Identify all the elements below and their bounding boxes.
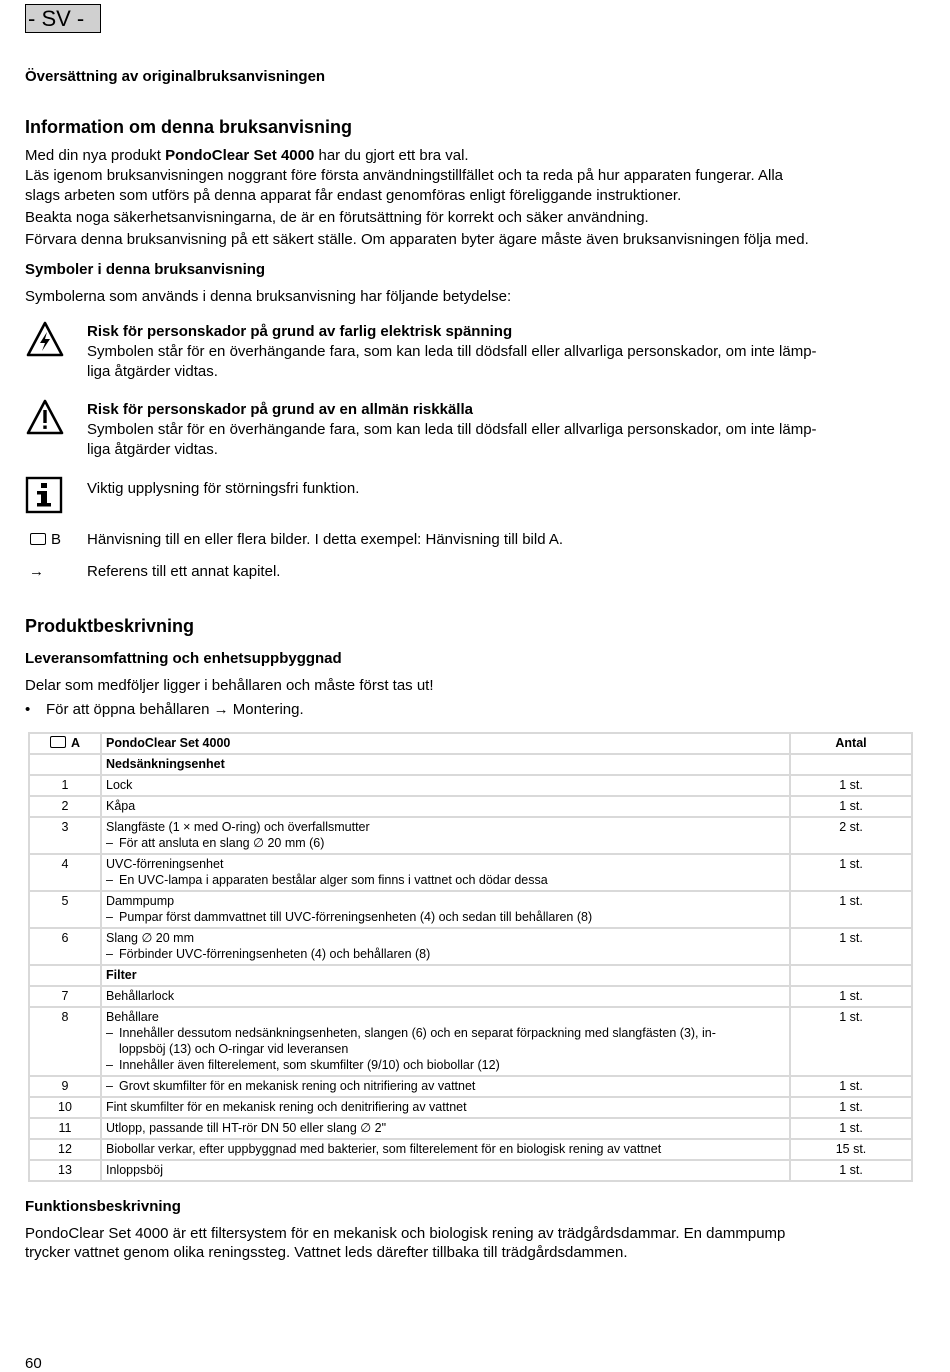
part-description bbox=[101, 928, 790, 965]
table-row bbox=[29, 796, 912, 817]
part-description bbox=[101, 891, 790, 928]
part-qty: 1 st. bbox=[790, 1076, 912, 1097]
bild-text: Hänvisning till en eller flera bilder. I detta exempel: Hänvisning till bild A. bbox=[87, 531, 564, 548]
part-qty: 1 st. bbox=[790, 775, 912, 796]
part-qty: 1 st. bbox=[790, 891, 912, 928]
function-text-l1: PondoClear Set 4000 är ett filtersystem för en mekanisk och biologisk rening av trädgårdsdammar. En dammpump bbox=[25, 1225, 786, 1242]
part-name: Behållarlock bbox=[106, 989, 175, 1003]
part-number: 1 bbox=[29, 775, 101, 796]
part-description bbox=[101, 986, 790, 1007]
arrow-right-icon: → bbox=[29, 563, 44, 580]
part-description bbox=[101, 1097, 790, 1118]
product-subheading: Leveransomfattning och enhetsuppbyggnad bbox=[25, 650, 342, 667]
header-bild: A bbox=[29, 733, 101, 754]
part-detail: – Pumpar först dammvattnet till UVC-förreningsenheten (4) och sedan till behållaren (8) bbox=[106, 909, 785, 925]
part-number: 12 bbox=[29, 1139, 101, 1160]
general-text-l1: Symbolen står för en överhängande fara, som kan leda till dödsfall eller allvarliga personskador, om inte lämp- bbox=[87, 421, 817, 438]
bullet-icon: • bbox=[25, 701, 31, 718]
function-heading: Funktionsbeskrivning bbox=[25, 1198, 181, 1215]
function-text-l2: trycker vattnet genom olika reningssteg. Vattnet leds därefter tillbaka till trädgårdsdammen. bbox=[25, 1244, 628, 1261]
part-number: 7 bbox=[29, 986, 101, 1007]
part-name: Kåpa bbox=[106, 799, 136, 813]
table-group-row bbox=[29, 754, 912, 775]
part-number: 2 bbox=[29, 796, 101, 817]
table-row bbox=[29, 1076, 912, 1097]
info-icon bbox=[25, 476, 63, 514]
group-label: Filter bbox=[101, 965, 790, 986]
ref-text: Referens till ett annat kapitel. bbox=[87, 563, 281, 580]
general-hazard-icon bbox=[25, 398, 65, 436]
table-row bbox=[29, 1007, 912, 1076]
part-description bbox=[101, 854, 790, 891]
table-row bbox=[29, 1118, 912, 1139]
part-name: Dammpump bbox=[106, 894, 175, 908]
part-number: 5 bbox=[29, 891, 101, 928]
info-para4: Förvara denna bruksanvisning på ett säkert ställe. Om apparaten byter ägare måste även bruksanvisningen följa med. bbox=[25, 231, 809, 248]
part-name: Slang ∅ 20 mm bbox=[106, 931, 195, 945]
part-qty: 1 st. bbox=[790, 928, 912, 965]
arrow-right-icon: → bbox=[213, 701, 229, 718]
part-number: 13 bbox=[29, 1160, 101, 1181]
table-group-row bbox=[29, 965, 912, 986]
electric-title: Risk för personskador på grund av farlig elektrisk spänning bbox=[87, 323, 513, 340]
part-name: Behållare bbox=[106, 1010, 159, 1024]
part-name: Lock bbox=[106, 778, 133, 792]
part-description bbox=[101, 775, 790, 796]
part-detail: – Innehåller dessutom nedsänkningsenheten, slangen (6) och en separat förpackning med slangfästen (3), in- bbox=[106, 1025, 785, 1041]
product-bullet: • För att öppna behållaren → Montering. bbox=[25, 701, 304, 718]
part-name: Biobollar verkar, efter uppbyggnad med bakterier, som filterelement för en biologisk rening av vattnet bbox=[106, 1142, 662, 1156]
part-number: 3 bbox=[29, 817, 101, 854]
page-number: 60 bbox=[25, 1355, 42, 1372]
electric-hazard-icon bbox=[25, 320, 65, 358]
info-para2-line2: slags arbeten som utförs på denna apparat får endast genomföras enligt föreliggande instruktioner. bbox=[25, 187, 682, 204]
part-qty: 2 st. bbox=[790, 817, 912, 854]
table-row bbox=[29, 854, 912, 891]
part-qty: 1 st. bbox=[790, 1160, 912, 1181]
part-number: 10 bbox=[29, 1097, 101, 1118]
part-description bbox=[101, 1076, 790, 1097]
part-number: 6 bbox=[29, 928, 101, 965]
table-row bbox=[29, 891, 912, 928]
part-description bbox=[101, 1007, 790, 1076]
part-qty: 15 st. bbox=[790, 1139, 912, 1160]
part-name: UVC-förreningsenhet bbox=[106, 857, 224, 871]
part-number: 11 bbox=[29, 1118, 101, 1139]
part-qty: 1 st. bbox=[790, 1007, 912, 1076]
info-text: Viktig upplysning för störningsfri funktion. bbox=[87, 480, 360, 497]
table-header-row bbox=[29, 733, 912, 754]
part-description bbox=[101, 1118, 790, 1139]
part-name: Fint skumfilter för en mekanisk rening och denitrifiering av vattnet bbox=[106, 1100, 467, 1114]
part-number: 9 bbox=[29, 1076, 101, 1097]
part-detail: – Innehåller även filterelement, som skumfilter (9/10) och biobollar (12) bbox=[106, 1057, 785, 1073]
symbols-intro: Symbolerna som används i denna bruksanvisning har följande betydelse: bbox=[25, 288, 512, 305]
language-tag: - SV - bbox=[25, 4, 101, 33]
document-subtitle: Översättning av originalbruksanvisningen bbox=[25, 68, 326, 85]
table-row bbox=[29, 775, 912, 796]
electric-text-l1: Symbolen står för en överhängande fara, som kan leda till dödsfall eller allvarliga personskador, om inte lämp- bbox=[87, 343, 817, 360]
part-name: Inloppsböj bbox=[106, 1163, 163, 1177]
table-row bbox=[29, 1139, 912, 1160]
symbols-heading: Symboler i denna bruksanvisning bbox=[25, 261, 266, 278]
header-product: PondoClear Set 4000 bbox=[101, 733, 790, 754]
part-name: Utlopp, passande till HT-rör DN 50 eller slang ∅ 2" bbox=[106, 1121, 387, 1135]
part-description bbox=[101, 796, 790, 817]
table-row bbox=[29, 986, 912, 1007]
info-para3: Beakta noga säkerhetsanvisningarna, de är en förutsättning för korrekt och säker användning. bbox=[25, 209, 649, 226]
part-qty: 1 st. bbox=[790, 986, 912, 1007]
parts-table bbox=[28, 732, 913, 1182]
part-name: Slangfäste (1 × med O-ring) och överfallsmutter bbox=[106, 820, 370, 834]
group-label: Nedsänkningsenhet bbox=[101, 754, 790, 775]
figure-reference-icon bbox=[50, 736, 66, 748]
part-detail: – För att ansluta en slang ∅ 20 mm (6) bbox=[106, 835, 785, 851]
electric-text-l2: liga åtgärder vidtas. bbox=[87, 363, 218, 380]
part-qty: 1 st. bbox=[790, 1097, 912, 1118]
table-row bbox=[29, 817, 912, 854]
part-description bbox=[101, 1160, 790, 1181]
bild-label: B bbox=[51, 531, 62, 548]
general-text-l2: liga åtgärder vidtas. bbox=[87, 441, 218, 458]
part-qty: 1 st. bbox=[790, 854, 912, 891]
part-number: 4 bbox=[29, 854, 101, 891]
part-qty: 1 st. bbox=[790, 1118, 912, 1139]
part-detail: – En UVC-lampa i apparaten bestålar alger som finns i vattnet och dödar dessa bbox=[106, 872, 785, 888]
table-row bbox=[29, 1160, 912, 1181]
product-heading: Produktbeskrivning bbox=[25, 616, 195, 636]
part-detail: – Grovt skumfilter för en mekanisk rening och nitrifiering av vattnet bbox=[106, 1078, 785, 1094]
general-title: Risk för personskador på grund av en allmän riskkälla bbox=[87, 401, 473, 418]
part-description bbox=[101, 817, 790, 854]
figure-reference-icon bbox=[30, 533, 46, 545]
header-qty: Antal bbox=[790, 733, 912, 754]
table-row bbox=[29, 928, 912, 965]
info-heading: Information om denna bruksanvisning bbox=[25, 117, 353, 137]
part-description bbox=[101, 1139, 790, 1160]
info-para2-line1: Läs igenom bruksanvisningen noggrant före första användningstillfället och ta reda på hur apparaten fungerar. Alla bbox=[25, 167, 783, 184]
part-qty: 1 st. bbox=[790, 796, 912, 817]
product-intro: Delar som medföljer ligger i behållaren och måste först tas ut! bbox=[25, 677, 434, 694]
part-detail: – Förbinder UVC-förreningsenheten (4) och behållaren (8) bbox=[106, 946, 785, 962]
info-line1: Med din nya produkt PondoClear Set 4000 har du gjort ett bra val. bbox=[25, 147, 469, 164]
part-detail-cont: loppsböj (13) och O-ringar vid leveransen bbox=[119, 1042, 349, 1056]
part-number: 8 bbox=[29, 1007, 101, 1076]
table-row bbox=[29, 1097, 912, 1118]
